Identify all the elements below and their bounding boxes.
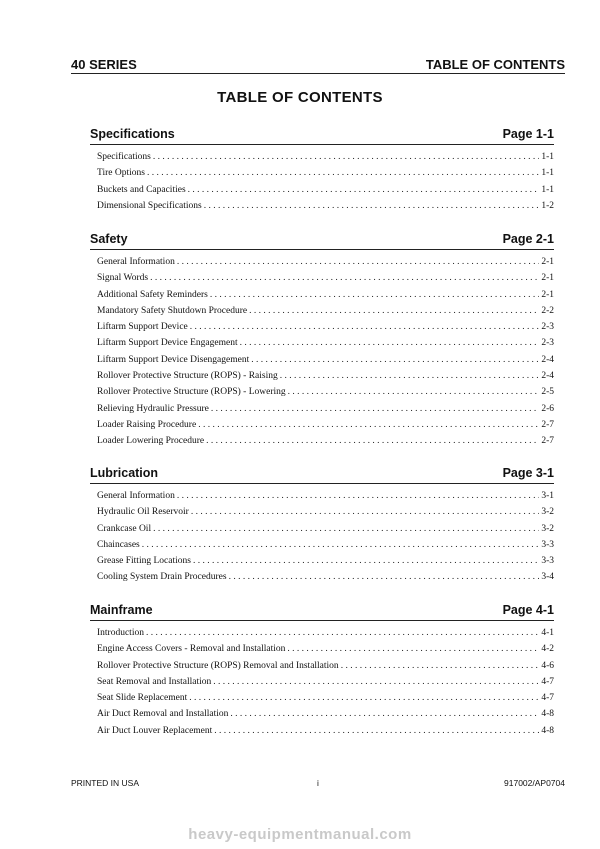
dot-leader (214, 726, 539, 736)
entry-label: Cooling System Drain Procedures (97, 572, 227, 583)
entry-label: Introduction (97, 628, 144, 638)
entry-page: 4-7 (541, 693, 554, 704)
dot-leader (206, 436, 539, 446)
dot-leader (213, 677, 539, 687)
page-footer (71, 778, 565, 788)
toc-entry[interactable] (90, 355, 554, 371)
dot-leader (280, 371, 540, 381)
entry-label: Engine Access Covers - Removal and Installation (97, 644, 286, 655)
entry-label: Signal Words (97, 273, 149, 284)
dot-leader (210, 290, 540, 300)
entry-label: Relieving Hydraulic Pressure (97, 403, 209, 414)
entry-page: 1-1 (541, 168, 554, 179)
document-title: TABLE OF CONTENTS (217, 89, 383, 106)
section-heading (90, 232, 554, 250)
dot-leader (211, 404, 539, 414)
entry-label: Additional Safety Reminders (97, 289, 208, 300)
entry-page: 4-7 (541, 676, 554, 687)
dot-leader (341, 661, 540, 671)
entry-label: Specifications (97, 152, 151, 162)
dot-leader (229, 572, 540, 582)
toc-entry[interactable] (90, 404, 554, 420)
dot-leader (198, 420, 539, 430)
toc-entry[interactable] (90, 524, 554, 540)
entry-list (90, 152, 554, 217)
toc-entry[interactable] (90, 507, 554, 523)
toc-section-specifications (90, 127, 554, 217)
toc-entry[interactable] (90, 201, 554, 217)
entry-label: Rollover Protective Structure (ROPS) - Lowering (97, 387, 286, 398)
entry-page: 2-1 (541, 289, 554, 300)
dot-leader (249, 306, 539, 316)
entry-page: 3-3 (541, 539, 554, 550)
page-header (71, 56, 565, 74)
entry-page: 3-1 (541, 491, 554, 501)
entry-page: 4-8 (541, 725, 554, 736)
entry-page: 4-2 (541, 644, 554, 655)
toc-entry[interactable] (90, 677, 554, 693)
entry-page: 2-7 (541, 436, 554, 447)
entry-page: 3-2 (541, 507, 554, 518)
entry-page: 2-1 (541, 257, 554, 267)
dot-leader (188, 185, 540, 195)
entry-label: Liftarm Support Device Disengagement (97, 354, 250, 365)
entry-page: 4-8 (541, 709, 554, 720)
toc-entry[interactable] (90, 290, 554, 306)
dot-leader (153, 524, 539, 534)
entry-page: 2-2 (541, 305, 554, 316)
section-heading (90, 603, 554, 621)
section-page: Page 2-1 (502, 232, 554, 246)
toc-entry[interactable] (90, 556, 554, 572)
dot-leader (177, 491, 540, 501)
section-page: Page 1-1 (502, 127, 554, 141)
series-label: 40 SERIES (71, 57, 137, 72)
entry-label: Hydraulic Oil Reservoir (97, 507, 189, 518)
toc-entry[interactable] (90, 322, 554, 338)
dot-leader (177, 257, 540, 267)
dot-leader (153, 152, 540, 162)
section-title: Specifications (90, 127, 175, 141)
toc-entry[interactable] (90, 257, 554, 273)
toc-entry[interactable] (90, 168, 554, 184)
toc-entry[interactable] (90, 644, 554, 660)
entry-label: Loader Lowering Procedure (97, 436, 205, 447)
entry-label: Rollover Protective Structure (ROPS) - Raising (97, 371, 278, 382)
entry-page: 2-4 (541, 354, 554, 365)
dot-leader (230, 709, 539, 719)
toc-section-safety (90, 232, 554, 453)
section-title: Lubrication (90, 466, 159, 480)
section-page: Page 3-1 (502, 466, 554, 480)
entry-page: 2-7 (541, 419, 554, 430)
toc-entry[interactable] (90, 540, 554, 556)
entry-label: Crankcase Oil (97, 523, 152, 534)
toc-entry[interactable] (90, 661, 554, 677)
toc-entry[interactable] (90, 709, 554, 725)
toc-entry[interactable] (90, 420, 554, 436)
entry-label: Liftarm Support Device (97, 322, 188, 333)
entry-page: 1-2 (541, 200, 554, 211)
toc-entry[interactable] (90, 185, 554, 201)
entry-page: 2-3 (541, 338, 554, 349)
entry-label: General Information (97, 257, 175, 267)
dot-leader (146, 628, 539, 638)
toc-entry[interactable] (90, 387, 554, 403)
entry-label: Chaincases (97, 539, 140, 550)
entry-label: Liftarm Support Device Engagement (97, 338, 238, 349)
entry-page: 2-4 (541, 371, 554, 382)
toc-entry[interactable] (90, 436, 554, 452)
entry-page: 2-1 (541, 273, 554, 284)
entry-label: Air Duct Removal and Installation (97, 709, 229, 720)
section-heading (90, 127, 554, 145)
entry-page: 3-3 (541, 556, 554, 567)
dot-leader (142, 540, 540, 550)
toc-entry[interactable] (90, 726, 554, 742)
entry-label: General Information (97, 491, 175, 501)
entry-label: Buckets and Capacities (97, 184, 186, 195)
dot-leader (147, 168, 539, 178)
section-page: Page 4-1 (502, 603, 554, 617)
entry-list (90, 491, 554, 589)
entry-page: 1-1 (541, 152, 554, 162)
entry-label: Rollover Protective Structure (ROPS) Removal and Installation (97, 660, 339, 671)
entry-page: 4-1 (541, 628, 554, 638)
page-number: i (317, 778, 319, 788)
toc-section-lubrication (90, 466, 554, 589)
entry-label: Seat Removal and Installation (97, 676, 212, 687)
dot-leader (204, 201, 540, 211)
dot-leader (240, 338, 540, 348)
toc-entry[interactable] (90, 152, 554, 168)
entry-page: 3-4 (541, 572, 554, 583)
toc-entry[interactable] (90, 491, 554, 507)
entry-label: Air Duct Louver Replacement (97, 725, 213, 736)
entry-list (90, 628, 554, 742)
print-location: PRINTED IN USA (71, 778, 140, 788)
document-code: 917002/AP0704 (504, 778, 565, 788)
section-title: Safety (90, 232, 128, 246)
entry-page: 1-1 (541, 184, 554, 195)
entry-label: Mandatory Safety Shutdown Procedure (97, 305, 248, 316)
dot-leader (193, 556, 539, 566)
entry-page: 2-6 (541, 403, 554, 414)
entry-label: Seat Slide Replacement (97, 693, 188, 704)
section-heading (90, 466, 554, 484)
toc-entry[interactable] (90, 693, 554, 709)
entry-label: Loader Raising Procedure (97, 419, 197, 430)
dot-leader (189, 693, 539, 703)
entry-label: Grease Fitting Locations (97, 556, 191, 567)
dot-leader (191, 507, 540, 517)
dot-leader (287, 644, 539, 654)
entry-list (90, 257, 554, 453)
entry-label: Tire Options (97, 168, 145, 179)
toc-entry[interactable] (90, 338, 554, 354)
header-section-label: TABLE OF CONTENTS (425, 57, 565, 72)
section-title: Mainframe (90, 603, 153, 617)
entry-page: 2-3 (541, 322, 554, 333)
entry-page: 4-6 (541, 660, 554, 671)
dot-leader (251, 355, 539, 365)
toc-entry[interactable] (90, 572, 554, 588)
entry-page: 2-5 (541, 387, 554, 398)
toc-entry[interactable] (90, 306, 554, 322)
toc-entry[interactable] (90, 371, 554, 387)
toc-entry[interactable] (90, 628, 554, 644)
site-watermark: heavy-equipmentmanual.com (188, 826, 412, 843)
toc-entry[interactable] (90, 273, 554, 289)
toc-section-mainframe (90, 603, 554, 742)
dot-leader (190, 322, 540, 332)
entry-page: 3-2 (541, 523, 554, 534)
entry-label: Dimensional Specifications (97, 200, 202, 211)
dot-leader (288, 387, 540, 397)
dot-leader (150, 273, 539, 283)
